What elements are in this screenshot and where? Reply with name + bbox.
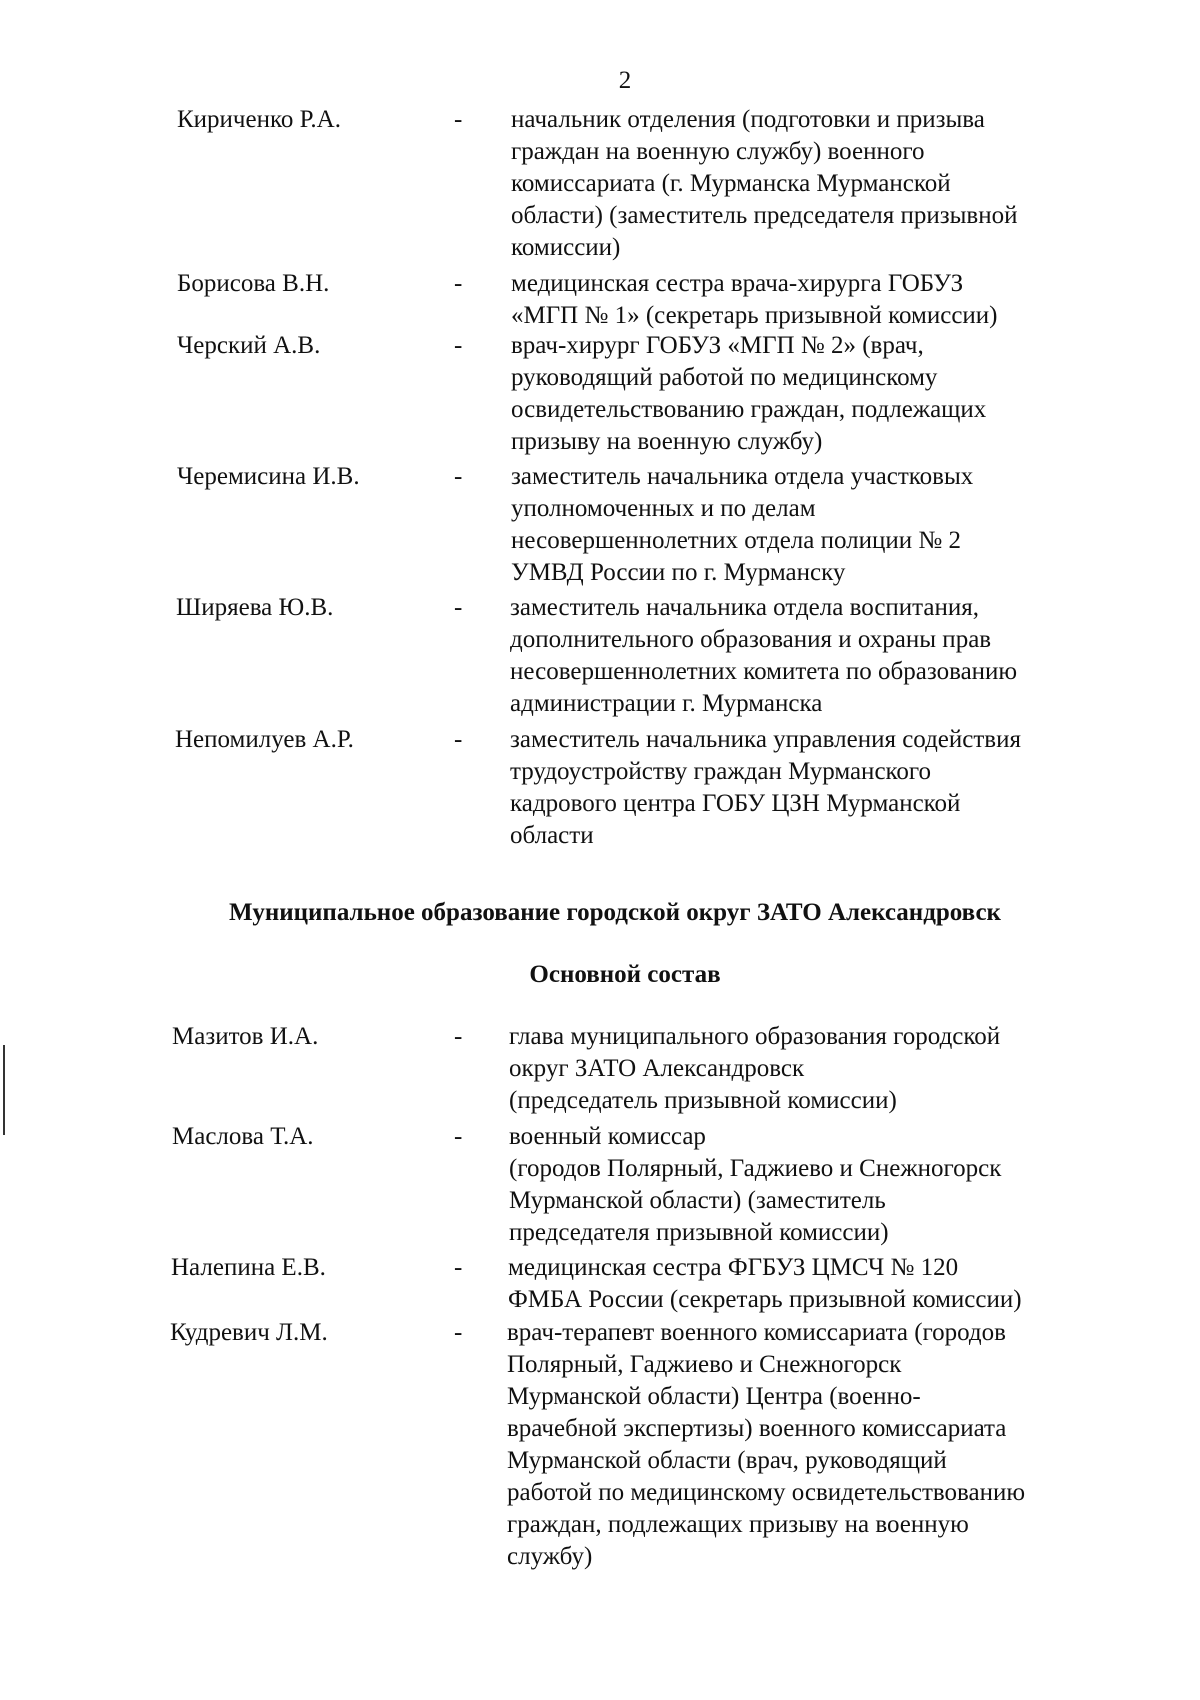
dash: - [454, 594, 463, 621]
person-name: Налепина Е.В. [171, 1254, 326, 1281]
person-name: Борисова В.Н. [177, 270, 330, 297]
dash: - [454, 106, 463, 133]
dash: - [454, 1123, 463, 1150]
position-description: начальник отделения (подготовки и призыва граждан на военную службу) военного комиссариата (г. Мурманска Мурманской области) (заместитель председателя призывной комиссии) [511, 106, 1018, 261]
list-item [172, 1021, 1132, 1117]
list-item [171, 1252, 1131, 1316]
list-item [177, 461, 1137, 589]
position-description: заместитель начальника отдела воспитания, дополнительного образования и охраны прав несовершеннолетних комитета по образованию администрации г. Мурманска [510, 594, 1018, 717]
position-description: глава муниципального образования городской округ ЗАТО Александровск (председатель призывной комиссии) [509, 1023, 1001, 1114]
position-description: медицинская сестра врача-хирурга ГОБУЗ «МГП № 1» (секретарь призывной комиссии) [511, 270, 998, 329]
position-description: медицинская сестра ФГБУЗ ЦМСЧ № 120 ФМБА России (секретарь призывной комиссии) [508, 1254, 1022, 1313]
dash: - [454, 1254, 463, 1281]
list-item [172, 1121, 1132, 1249]
list-item [177, 268, 1137, 332]
list-item [177, 104, 1137, 264]
person-name: Ширяева Ю.В. [176, 594, 334, 621]
position-description: заместитель начальника отдела участковых уполномоченных и по делам несовершеннолетних отдела полиции № 2 УМВД России по г. Мурманску [511, 463, 974, 586]
position-description: врач-терапевт военного комиссариата (городов Полярный, Гаджиево и Снежногорск Мурманской области) Центра (военно- врачебной экспертизы) военного комиссариата Мурманской области (врач, руководящий работой по медицинскому освидетельствованию граждан, подлежащих призыву на военную службу) [507, 1319, 1026, 1570]
position-description: заместитель начальника управления содействия трудоустройству граждан Мурманского кадрового центра ГОБУ ЦЗН Мурманской области [510, 726, 1021, 849]
position-description: врач-хирург ГОБУЗ «МГП № 2» (врач, руководящий работой по медицинскому освидетельствованию граждан, подлежащих призыву на военную службу) [511, 332, 987, 455]
page-number: 2 [618, 67, 632, 94]
subsection-title: Основной состав [529, 961, 721, 988]
dash: - [454, 463, 463, 490]
person-name: Маслова Т.А. [172, 1123, 314, 1150]
dash: - [454, 1319, 463, 1346]
person-name: Непомилуев А.Р. [175, 726, 354, 753]
dash: - [454, 1023, 463, 1050]
person-name: Черемисина И.В. [177, 463, 360, 490]
person-name: Кудревич Л.М. [170, 1319, 328, 1346]
dash: - [454, 270, 463, 297]
scan-margin-mark [3, 1045, 5, 1135]
section-title: Муниципальное образование городской округ ЗАТО Александровск [229, 899, 1001, 926]
dash: - [454, 726, 463, 753]
person-name: Мазитов И.А. [172, 1023, 319, 1050]
list-item [175, 724, 1135, 852]
dash: - [454, 332, 463, 359]
list-item [170, 1317, 1130, 1573]
list-item [176, 592, 1136, 720]
person-name: Черский А.В. [177, 332, 321, 359]
person-name: Кириченко Р.А. [177, 106, 341, 133]
position-description: военный комиссар (городов Полярный, Гаджиево и Снежногорск Мурманской области) (заместитель председателя призывной комиссии) [509, 1123, 1002, 1246]
list-item [177, 330, 1137, 458]
